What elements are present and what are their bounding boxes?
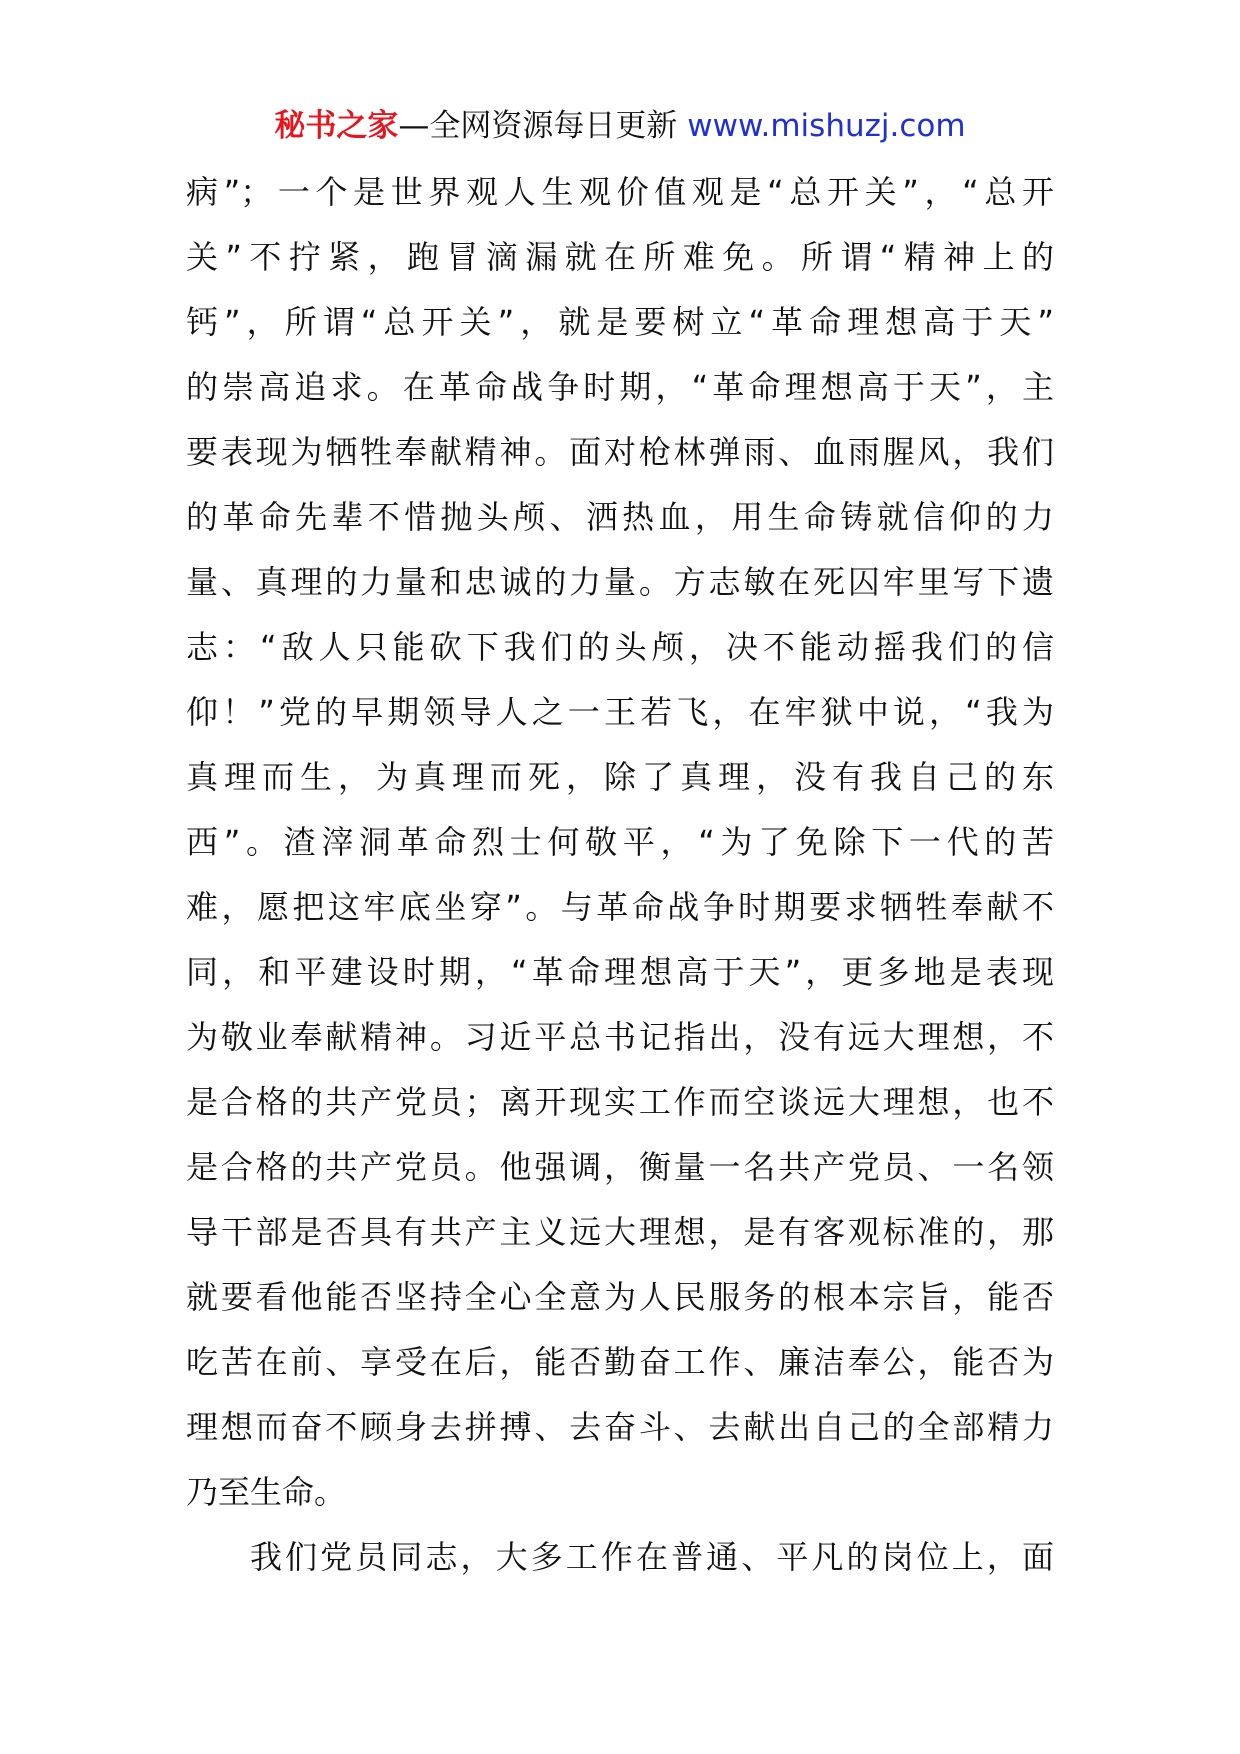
text-line: 志：“敌人只能砍下我们的头颅，决不能动摇我们的信 — [186, 628, 1054, 666]
text-line: 钙”，所谓“总开关”，就是要树立“革命理想高于天” — [186, 303, 1054, 341]
paragraph-end-line: 乃至生命。 — [186, 1473, 347, 1511]
site-url-link[interactable]: www.mishuzj.com — [687, 108, 966, 144]
text-line: 量、真理的力量和忠诚的力量。方志敏在死囚牢里写下遗 — [186, 563, 1054, 601]
text-line: 的革命先辈不惜抛头颅、洒热血，用生命铸就信仰的力 — [186, 498, 1054, 536]
header-tagline: —全网资源每日更新 — [398, 108, 678, 144]
text-line: 要表现为牺牲奉献精神。面对枪林弹雨、血雨腥风，我们 — [186, 433, 1054, 471]
text-line: 为敬业奉献精神。习近平总书记指出，没有远大理想，不 — [186, 1018, 1054, 1056]
text-line: 病”；一个是世界观人生观价值观是“总开关”，“总开 — [186, 173, 1054, 211]
brand-name: 秘书之家 — [274, 108, 399, 144]
text-line: 关”不拧紧，跑冒滴漏就在所难免。所谓“精神上的 — [186, 238, 1054, 276]
text-line: 仰！”党的早期领导人之一王若飞，在牢狱中说，“我为 — [186, 693, 1054, 731]
text-line: 难，愿把这牢底坐穿”。与革命战争时期要求牺牲奉献不 — [186, 888, 1054, 926]
paragraph-start-line: 我们党员同志，大多工作在普通、平凡的岗位上，面 — [250, 1538, 1054, 1576]
page-header — [0, 96, 1240, 156]
text-line: 同，和平建设时期，“革命理想高于天”，更多地是表现 — [186, 953, 1054, 991]
text-line: 导干部是否具有共产主义远大理想，是有客观标准的，那 — [186, 1213, 1054, 1251]
text-line: 吃苦在前、享受在后，能否勤奋工作、廉洁奉公，能否为 — [186, 1343, 1054, 1381]
text-line: 的崇高追求。在革命战争时期，“革命理想高于天”，主 — [186, 368, 1054, 406]
text-line: 就要看他能否坚持全心全意为人民服务的根本宗旨，能否 — [186, 1278, 1054, 1316]
text-line: 真理而生，为真理而死，除了真理，没有我自己的东 — [186, 758, 1054, 796]
text-line: 是合格的共产党员。他强调，衡量一名共产党员、一名领 — [186, 1148, 1054, 1186]
text-line: 理想而奋不顾身去拼搏、去奋斗、去献出自己的全部精力 — [186, 1408, 1054, 1446]
text-line: 是合格的共产党员；离开现实工作而空谈远大理想，也不 — [186, 1083, 1054, 1121]
text-line: 西”。渣滓洞革命烈士何敬平，“为了免除下一代的苦 — [186, 823, 1054, 861]
document-body — [186, 160, 1054, 1590]
